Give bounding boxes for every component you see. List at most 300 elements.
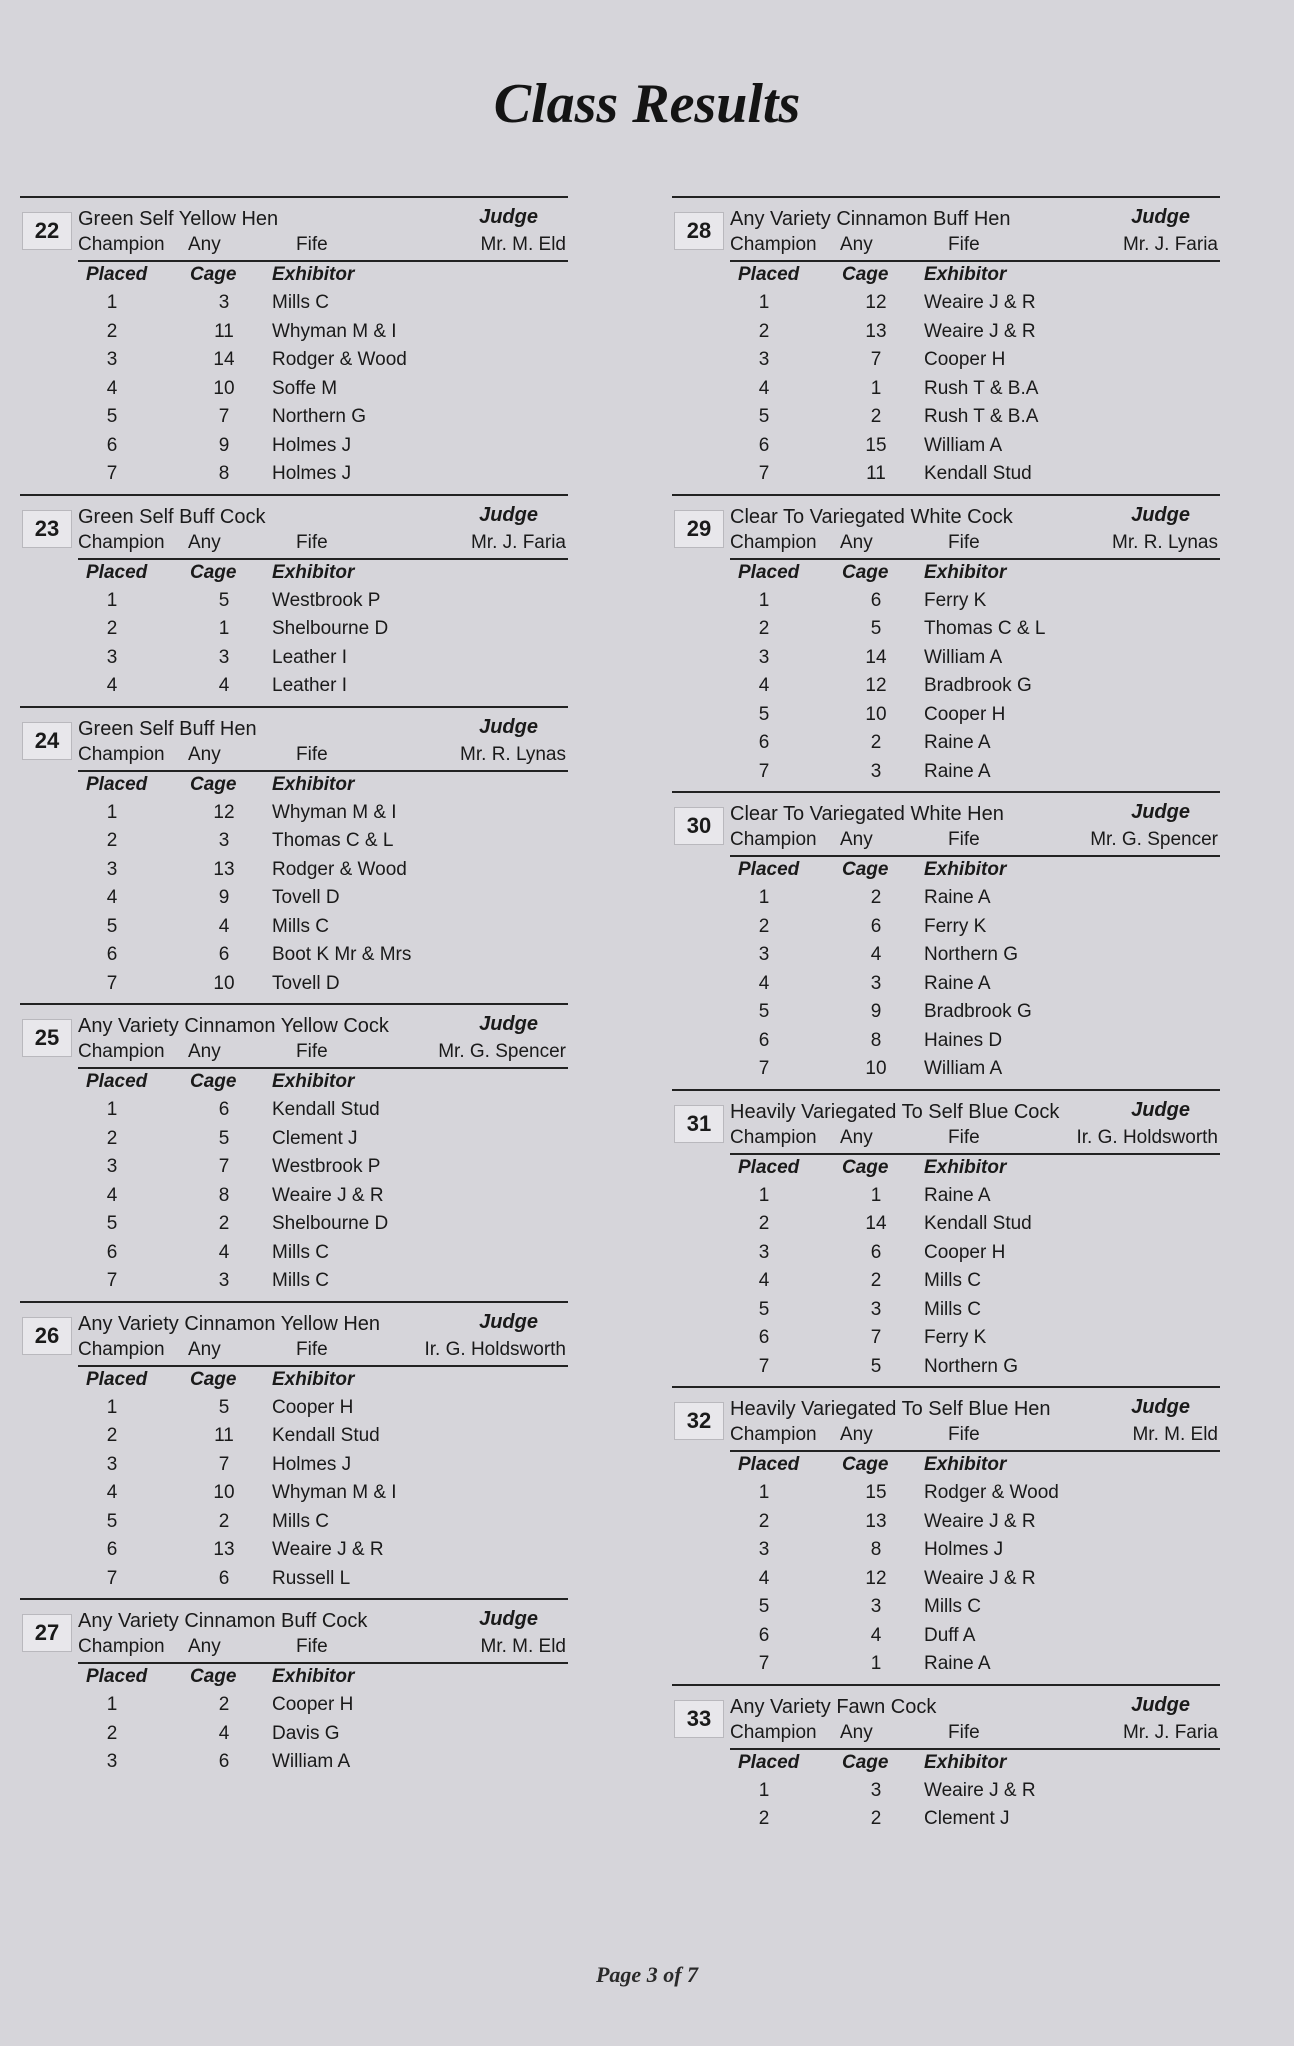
cage-value: 6 — [218, 1567, 230, 1589]
exhibitor-value: Kendall Stud — [924, 1213, 1032, 1234]
result-row — [672, 1480, 1220, 1509]
placed-value: 1 — [106, 1396, 118, 1418]
exhibitor-value: Clement J — [924, 1808, 1010, 1829]
exhibitor-value: Tovell D — [272, 972, 340, 994]
placed-value: 4 — [758, 675, 770, 696]
class-block — [672, 1089, 1220, 1383]
judge-label: Judge — [1131, 1693, 1190, 1716]
class-meta-row — [730, 532, 1220, 560]
placed-value: 3 — [106, 1751, 118, 1772]
champion-label: Champion — [730, 1721, 817, 1743]
exhibitor-header: Exhibitor — [924, 1751, 1007, 1773]
class-block — [672, 196, 1220, 490]
class-title: Any Variety Cinnamon Buff Hen — [730, 208, 1011, 230]
placed-value: 3 — [106, 1453, 118, 1475]
exhibitor-value: Rush T & B.A — [924, 377, 1039, 399]
class-title: Green Self Yellow Hen — [78, 208, 279, 230]
result-row — [20, 645, 568, 674]
exhibitor-value: Bradbrook G — [924, 1001, 1032, 1022]
cage-header: Cage — [842, 1454, 889, 1475]
champion-label: Champion — [730, 1424, 817, 1445]
placed-value: 6 — [106, 944, 118, 965]
result-row — [20, 857, 568, 886]
cage-value: 1 — [870, 1184, 882, 1206]
exhibitor-value: Raine A — [924, 760, 991, 782]
class-block — [20, 1301, 568, 1595]
class-title: Green Self Buff Hen — [78, 717, 257, 740]
exhibitor-value: Weaire J & R — [272, 1184, 384, 1206]
cage-value: 14 — [213, 349, 235, 370]
fife-label: Fife — [296, 234, 328, 255]
cage-value: 6 — [218, 944, 230, 965]
result-row — [672, 1354, 1220, 1383]
result-row — [20, 376, 568, 405]
result-row — [672, 319, 1220, 348]
exhibitor-value: Shelbourne D — [272, 1213, 389, 1234]
exhibitor-value: Tovell D — [272, 887, 340, 908]
champion-label: Champion — [730, 1126, 817, 1148]
exhibitor-value: Mills C — [924, 1298, 981, 1320]
exhibitor-value: Mills C — [272, 1241, 329, 1263]
class-header — [672, 793, 1220, 857]
cage-value: 7 — [870, 349, 882, 370]
cage-value: 13 — [213, 1539, 235, 1560]
class-meta-row — [730, 1127, 1220, 1155]
placed-value: 1 — [106, 801, 118, 823]
cage-header: Cage — [190, 1368, 237, 1390]
cage-value: 14 — [865, 646, 887, 668]
class-meta-row — [78, 1636, 568, 1664]
cage-value: 7 — [218, 1156, 230, 1177]
cage-value: 3 — [870, 1298, 882, 1320]
champion-label: Champion — [78, 1338, 165, 1360]
result-row — [672, 1211, 1220, 1240]
class-meta-row — [78, 1041, 568, 1069]
cage-value: 10 — [865, 1058, 887, 1079]
exhibitor-value: William A — [272, 1751, 351, 1772]
results-header — [20, 560, 568, 588]
page-title: Class Results — [493, 73, 801, 135]
cage-header: Cage — [842, 1156, 889, 1178]
cage-value: 4 — [218, 1722, 230, 1744]
results-header — [672, 560, 1220, 588]
cage-value: 8 — [218, 1184, 230, 1206]
exhibitor-value: Holmes J — [272, 434, 352, 456]
exhibitor-value: Ferry K — [924, 915, 987, 937]
results-header — [20, 262, 568, 290]
results-header — [672, 857, 1220, 885]
exhibitor-header: Exhibitor — [272, 561, 355, 583]
placed-value: 6 — [758, 1029, 770, 1051]
exhibitor-value: Clement J — [272, 1127, 358, 1149]
result-row — [672, 1806, 1220, 1835]
placed-value: 4 — [106, 675, 118, 696]
judge-name: Mr. R. Lynas — [460, 743, 566, 765]
cage-value: 7 — [218, 1453, 230, 1475]
placed-header: Placed — [738, 1751, 800, 1773]
judge-label: Judge — [1131, 206, 1190, 228]
placed-value: 3 — [758, 1241, 770, 1263]
exhibitor-value: Weaire J & R — [924, 1779, 1036, 1801]
placed-value: 2 — [106, 830, 118, 851]
placed-value: 3 — [106, 1156, 118, 1177]
result-row — [672, 290, 1220, 319]
result-row — [672, 1183, 1220, 1212]
class-title: Green Self Buff Cock — [78, 505, 266, 528]
results-header — [672, 1750, 1220, 1778]
result-row — [672, 645, 1220, 674]
placed-value: 4 — [758, 972, 770, 994]
any-label: Any — [840, 531, 873, 553]
exhibitor-value: Kendall Stud — [272, 1425, 380, 1446]
class-number: 25 — [22, 1019, 72, 1057]
results-header — [20, 1367, 568, 1395]
exhibitor-value: Soffe M — [272, 377, 338, 399]
class-number: 27 — [22, 1614, 72, 1652]
result-row — [20, 800, 568, 829]
cage-value: 13 — [213, 858, 235, 880]
fife-label: Fife — [948, 531, 980, 553]
class-title: Clear To Variegated White Cock — [730, 505, 1013, 528]
result-row — [20, 1749, 568, 1778]
exhibitor-value: Westbrook P — [272, 1156, 381, 1177]
placed-value: 2 — [758, 618, 770, 639]
exhibitor-value: William A — [924, 646, 1003, 668]
judge-label: Judge — [479, 715, 538, 738]
fife-label: Fife — [296, 531, 328, 553]
result-row — [20, 1566, 568, 1595]
result-row — [20, 1097, 568, 1126]
cage-value: 5 — [870, 1355, 882, 1377]
placed-value: 7 — [758, 1355, 770, 1377]
class-header — [20, 1005, 568, 1069]
result-row — [20, 1480, 568, 1509]
judge-name: Mr. M. Eld — [480, 234, 566, 255]
cage-value: 6 — [870, 589, 882, 611]
cage-value: 11 — [214, 1425, 234, 1446]
any-label: Any — [188, 531, 221, 553]
champion-label: Champion — [78, 1636, 165, 1657]
fife-label: Fife — [296, 1338, 328, 1360]
class-header — [20, 496, 568, 560]
placed-value: 4 — [758, 377, 770, 399]
result-row — [20, 1395, 568, 1424]
any-label: Any — [840, 829, 873, 850]
judge-name: Mr. M. Eld — [1132, 1424, 1218, 1445]
fife-label: Fife — [948, 1126, 980, 1148]
any-label: Any — [840, 1721, 873, 1743]
exhibitor-value: Mills C — [272, 292, 329, 313]
placed-value: 5 — [106, 406, 118, 427]
exhibitor-header: Exhibitor — [272, 1368, 355, 1390]
result-row — [672, 1297, 1220, 1326]
cage-value: 9 — [218, 434, 230, 456]
placed-value: 6 — [106, 434, 118, 456]
result-row — [672, 1509, 1220, 1538]
exhibitor-header: Exhibitor — [272, 1666, 355, 1687]
cage-value: 12 — [213, 801, 235, 823]
cage-value: 11 — [866, 463, 886, 484]
champion-label: Champion — [78, 1041, 165, 1062]
left-column — [20, 196, 568, 1782]
cage-value: 12 — [865, 1567, 887, 1589]
exhibitor-value: Mills C — [272, 1510, 329, 1532]
judge-name: Mr. G. Spencer — [1090, 829, 1218, 850]
placed-value: 3 — [758, 646, 770, 668]
judge-label: Judge — [479, 503, 538, 526]
exhibitor-value: Ferry K — [924, 1327, 987, 1348]
class-number: 31 — [674, 1105, 724, 1143]
cage-value: 7 — [870, 1327, 882, 1348]
cage-value: 4 — [870, 944, 882, 965]
cage-value: 4 — [870, 1624, 882, 1646]
cage-value: 6 — [870, 915, 882, 937]
result-row — [672, 1325, 1220, 1354]
exhibitor-header: Exhibitor — [272, 264, 355, 285]
cage-value: 5 — [870, 618, 882, 639]
result-row — [20, 942, 568, 971]
cage-value: 8 — [870, 1539, 882, 1560]
class-block — [672, 1684, 1220, 1835]
result-row — [672, 616, 1220, 645]
exhibitor-value: William A — [924, 1058, 1003, 1079]
placed-value: 2 — [106, 320, 118, 342]
exhibitor-header: Exhibitor — [924, 859, 1007, 880]
class-header — [672, 1388, 1220, 1452]
any-label: Any — [188, 1636, 221, 1657]
class-meta-row — [730, 234, 1220, 262]
result-row — [20, 1126, 568, 1155]
exhibitor-value: Cooper H — [924, 703, 1006, 725]
result-row — [20, 588, 568, 617]
cage-header: Cage — [190, 1071, 237, 1092]
result-row — [20, 1211, 568, 1240]
result-row — [672, 1240, 1220, 1269]
placed-header: Placed — [738, 1454, 800, 1475]
cage-value: 10 — [213, 1482, 235, 1503]
class-header — [20, 198, 568, 262]
placed-value: 5 — [758, 406, 770, 427]
placed-value: 1 — [758, 1779, 770, 1801]
placed-value: 7 — [758, 1058, 770, 1079]
cage-value: 10 — [213, 377, 235, 399]
result-row — [672, 1028, 1220, 1057]
placed-value: 5 — [106, 1510, 118, 1532]
result-row — [20, 1183, 568, 1212]
placed-value: 1 — [106, 1099, 118, 1120]
results-header — [20, 1069, 568, 1097]
cage-value: 15 — [865, 434, 887, 456]
fife-label: Fife — [296, 1636, 328, 1657]
cage-value: 4 — [218, 1241, 230, 1263]
placed-value: 3 — [106, 646, 118, 668]
placed-value: 6 — [758, 732, 770, 753]
cage-value: 5 — [218, 589, 230, 611]
cage-value: 2 — [870, 406, 882, 427]
result-row — [672, 1056, 1220, 1085]
judge-label: Judge — [1131, 801, 1190, 823]
judge-label: Judge — [1131, 1396, 1190, 1418]
result-row — [20, 1240, 568, 1269]
result-row — [672, 914, 1220, 943]
champion-label: Champion — [78, 531, 165, 553]
exhibitor-value: Leather I — [272, 646, 347, 668]
class-meta-row — [78, 744, 568, 772]
cage-header: Cage — [190, 264, 237, 285]
judge-label: Judge — [1131, 503, 1190, 526]
cage-value: 7 — [218, 406, 230, 427]
cage-value: 3 — [218, 1270, 230, 1291]
class-header — [672, 1091, 1220, 1155]
cage-value: 6 — [870, 1241, 882, 1263]
cage-header: Cage — [842, 859, 889, 880]
exhibitor-value: Russell L — [272, 1567, 351, 1589]
cage-value: 2 — [870, 1808, 882, 1829]
result-row — [20, 914, 568, 943]
result-row — [672, 1651, 1220, 1680]
any-label: Any — [188, 1041, 221, 1062]
placed-value: 1 — [758, 887, 770, 908]
placed-value: 1 — [758, 292, 770, 313]
result-row — [20, 1537, 568, 1566]
placed-value: 6 — [106, 1241, 118, 1263]
judge-name: Mr. J. Faria — [1122, 1721, 1218, 1743]
exhibitor-value: Whyman M & I — [272, 801, 397, 823]
placed-header: Placed — [86, 561, 148, 583]
exhibitor-value: Leather I — [272, 675, 347, 696]
exhibitor-value: Mills C — [924, 1596, 981, 1617]
class-title: Clear To Variegated White Hen — [730, 803, 1004, 825]
any-label: Any — [840, 234, 873, 255]
placed-header: Placed — [738, 1156, 800, 1178]
result-row — [20, 461, 568, 490]
placed-value: 4 — [106, 887, 118, 908]
placed-value: 2 — [758, 320, 770, 342]
exhibitor-value: Ferry K — [924, 589, 987, 611]
cage-header: Cage — [190, 1666, 237, 1687]
placed-value: 6 — [758, 1327, 770, 1348]
result-row — [672, 1778, 1220, 1807]
cage-value: 3 — [870, 760, 882, 782]
result-row — [672, 1594, 1220, 1623]
class-number: 28 — [674, 212, 724, 250]
result-row — [672, 673, 1220, 702]
fife-label: Fife — [948, 1424, 980, 1445]
result-row — [20, 673, 568, 702]
exhibitor-value: Duff A — [924, 1624, 976, 1646]
exhibitor-value: Shelbourne D — [272, 618, 389, 639]
result-row — [20, 1721, 568, 1750]
result-row — [672, 730, 1220, 759]
result-row — [672, 1268, 1220, 1297]
cage-value: 3 — [870, 1596, 882, 1617]
judge-label: Judge — [1131, 1098, 1190, 1121]
placed-value: 2 — [758, 1213, 770, 1234]
result-row — [672, 347, 1220, 376]
result-row — [20, 971, 568, 1000]
cage-value: 13 — [865, 1510, 887, 1532]
class-header — [20, 708, 568, 772]
results-header — [672, 262, 1220, 290]
result-row — [20, 885, 568, 914]
placed-header: Placed — [86, 264, 148, 285]
cage-value: 9 — [870, 1001, 882, 1022]
exhibitor-value: Raine A — [924, 732, 991, 753]
class-number: 24 — [22, 722, 72, 760]
exhibitor-value: Kendall Stud — [924, 463, 1032, 484]
exhibitor-value: Mills C — [272, 1270, 329, 1291]
exhibitor-value: Rodger & Wood — [272, 858, 407, 880]
cage-value: 5 — [218, 1127, 230, 1149]
class-meta-row — [78, 1339, 568, 1367]
class-header — [672, 198, 1220, 262]
cage-value: 2 — [218, 1694, 230, 1715]
cage-value: 1 — [870, 1653, 882, 1674]
cage-value: 13 — [865, 320, 887, 342]
class-number: 30 — [674, 807, 724, 845]
results-header — [672, 1155, 1220, 1183]
result-row — [20, 1268, 568, 1297]
class-title: Any Variety Fawn Cock — [730, 1695, 937, 1718]
exhibitor-value: Kendall Stud — [272, 1099, 380, 1120]
placed-value: 5 — [758, 703, 770, 725]
placed-value: 3 — [758, 1539, 770, 1560]
class-title: Heavily Variegated To Self Blue Cock — [730, 1100, 1060, 1123]
cage-value: 1 — [870, 377, 882, 399]
placed-header: Placed — [86, 773, 148, 795]
exhibitor-value: Mills C — [272, 915, 329, 937]
result-row — [20, 616, 568, 645]
placed-value: 5 — [758, 1001, 770, 1022]
exhibitor-value: Cooper H — [924, 349, 1006, 370]
cage-value: 3 — [218, 830, 230, 851]
placed-value: 6 — [758, 434, 770, 456]
class-number: 22 — [22, 212, 72, 250]
placed-value: 7 — [758, 1653, 770, 1674]
exhibitor-header: Exhibitor — [924, 1156, 1007, 1178]
class-meta-row — [78, 234, 568, 262]
exhibitor-value: Raine A — [924, 972, 991, 994]
exhibitor-value: Cooper H — [924, 1241, 1006, 1263]
cage-value: 3 — [870, 1779, 882, 1801]
placed-value: 7 — [758, 760, 770, 782]
result-row — [672, 404, 1220, 433]
class-block — [672, 494, 1220, 788]
class-title: Any Variety Cinnamon Buff Cock — [78, 1610, 368, 1632]
exhibitor-header: Exhibitor — [924, 1454, 1007, 1475]
placed-value: 3 — [106, 858, 118, 880]
cage-value: 2 — [870, 887, 882, 908]
cage-value: 2 — [218, 1510, 230, 1532]
result-row — [672, 1566, 1220, 1595]
class-meta-row — [730, 829, 1220, 857]
result-row — [20, 1692, 568, 1721]
exhibitor-value: Whyman M & I — [272, 320, 397, 342]
result-row — [672, 942, 1220, 971]
class-number: 23 — [22, 510, 72, 548]
class-meta-row — [730, 1722, 1220, 1750]
cage-value: 10 — [213, 972, 235, 994]
exhibitor-value: Weaire J & R — [924, 1567, 1036, 1589]
class-header — [672, 1686, 1220, 1750]
page-footer: Page 3 of 7 — [595, 1962, 699, 1987]
cage-value: 9 — [218, 887, 230, 908]
placed-value: 1 — [758, 1184, 770, 1206]
placed-value: 3 — [758, 944, 770, 965]
fife-label: Fife — [948, 234, 980, 255]
placed-value: 2 — [758, 915, 770, 937]
placed-value: 4 — [758, 1567, 770, 1589]
